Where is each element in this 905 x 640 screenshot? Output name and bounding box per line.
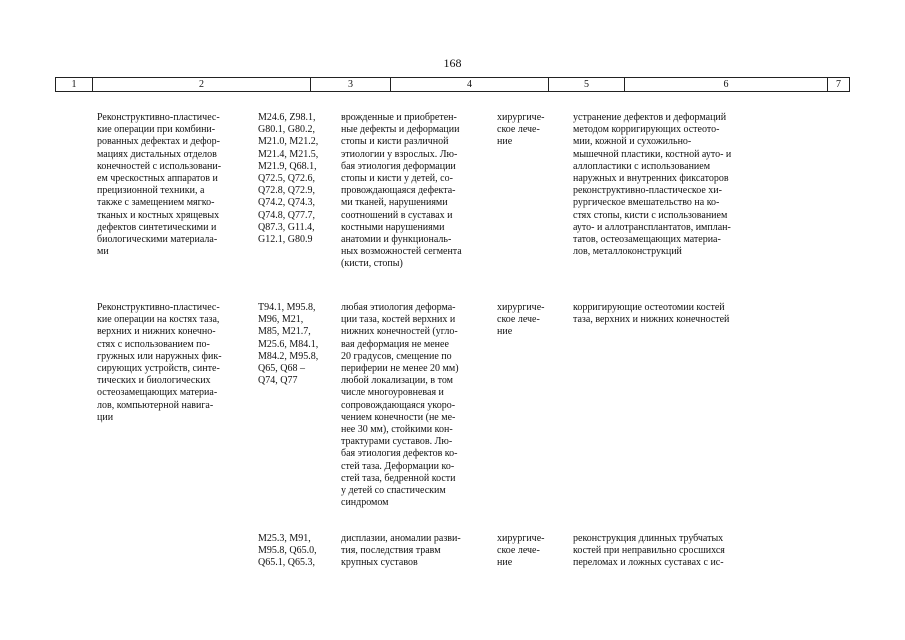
cell-treatment: хирургиче- ское лече- ние <box>497 533 545 569</box>
cell-description: устранение дефектов и деформаций методом корригирующих остеото- мии, кожной и сухожильно- мышечной пластики, костной ауто- и аллопластики с использованием наружных и внутренних фиксаторов реконструктивно-пластическое хи- рургическое вмешательство на ко- стях стопы, кисти с использованием ауто- и аллотрансплантатов, имплан- татов, остеозамещающих материа- лов, металлоконструкций <box>573 112 732 258</box>
cell-model: любая этиология деформа- ции таза, костей верхних и нижних конечностей (угло- вая деформация не менее 20 градусов, смещение по периферии не менее 20 мм) любой локализации, в том числе многоуровневая и сопровождающаяся укоро- чением конечности (не ме- нее 30 мм), стойкими кон- трактурами суставов. Лю- бая этиология дефектов ко- стей таза. Деформации ко- стей таза, бедренной кости у детей со спастическим синдромом <box>341 302 459 509</box>
header-col-5: 5 <box>548 78 624 91</box>
cell-description: реконструкция длинных трубчатых костей при неправильно сросшихся переломах и ложных суставах с ис- <box>573 533 725 569</box>
cell-codes: T94.1, M95.8, M96, M21, M85, M21.7, M25.6, M84.1, M84.2, M95.8, Q65, Q68 – Q74, Q77 <box>258 302 319 387</box>
cell-model: врожденные и приобретен- ные дефекты и деформации стопы и кисти различной этиологии у взрослых. Лю- бая этиология деформации стопы и кисти у детей, со- провождающаяся дефекта- ми тканей, нарушениями соотношений в суставах и костными нарушениями анатомии и функциональ- ных возможностей сегмента (кисти, стопы) <box>341 112 462 270</box>
header-col-1: 1 <box>55 78 92 91</box>
cell-treatment: хирургиче- ское лече- ние <box>497 112 545 148</box>
header-col-4: 4 <box>390 78 548 91</box>
page-number: 168 <box>443 56 462 70</box>
cell-description: корригирующие остеотомии костей таза, верхних и нижних конечностей <box>573 302 730 326</box>
cell-codes: M25.3, M91, M95.8, Q65.0, Q65.1, Q65.3, <box>258 533 317 569</box>
cell-treatment: хирургиче- ское лече- ние <box>497 302 545 338</box>
header-col-2: 2 <box>92 78 310 91</box>
table-header-row <box>55 77 850 92</box>
cell-method: Реконструктивно-пластичес- кие операции при комбини- рованных дефектах и дефор- мациях дистальных отделов конечностей с использовани- ем чрескостных аппаратов и прецизионной техники, а также с замещением мягко- тканых и костных хрящевых дефектов синтетическими и биологическими материала- ми <box>97 112 222 258</box>
header-col-7: 7 <box>827 78 850 91</box>
header-col-3: 3 <box>310 78 390 91</box>
cell-codes: M24.6, Z98.1, G80.1, G80.2, M21.0, M21.2, M21.4, M21.5, M21.9, Q68.1, Q72.5, Q72.6, Q72.8, Q72.9, Q74.2, Q74.3, Q74.8, Q77.7, Q87.3, G11.4, G12.1, G80.9 <box>258 112 319 246</box>
cell-method: Реконструктивно-пластичес- кие операции на костях таза, верхних и нижних конечно- стях с использованием по- гружных или наружных фик- сирующих устройств, синте- тических и биологических остеозамещающих материа- лов, компьютерной навига- ции <box>97 302 222 423</box>
header-col-6: 6 <box>624 78 827 91</box>
cell-model: дисплазии, аномалии разви- тия, последствия травм крупных суставов <box>341 533 461 569</box>
